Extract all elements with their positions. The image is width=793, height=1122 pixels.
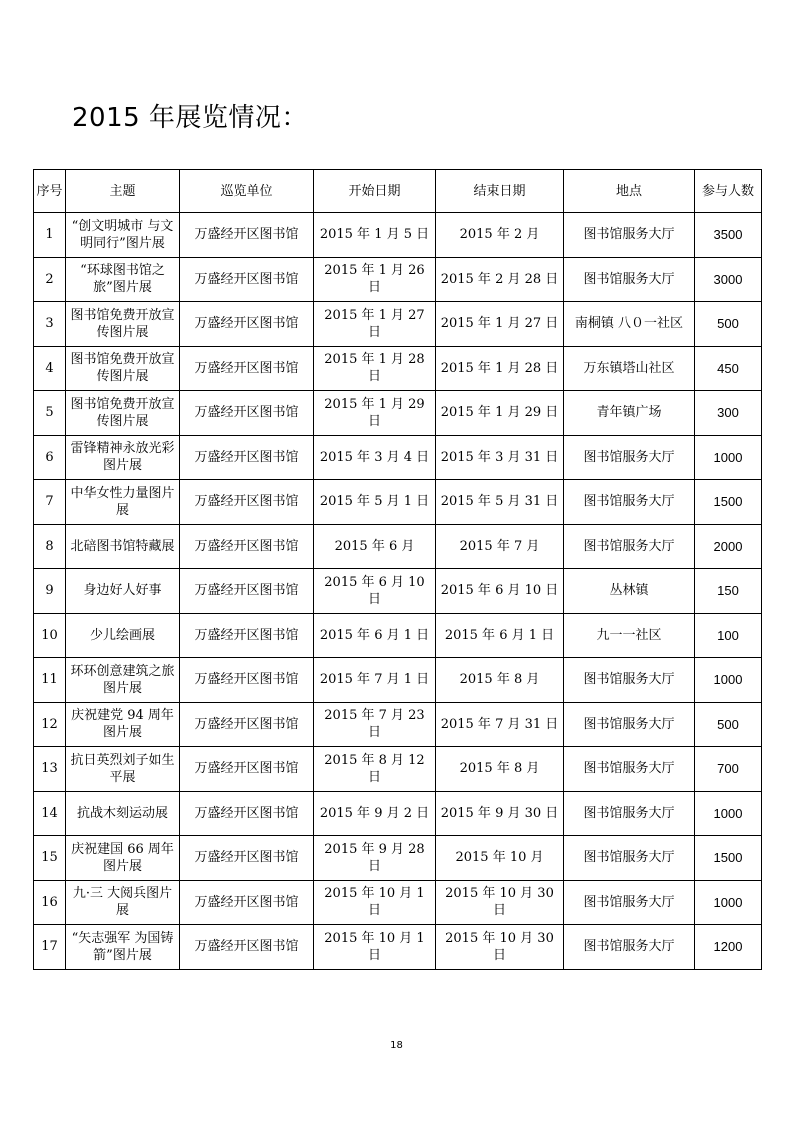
- table-row: [34, 213, 762, 258]
- cell-organizer: 万盛经开区图书馆: [180, 213, 314, 258]
- cell-end-date: 2015 年 8 月: [436, 747, 564, 792]
- table-row: [34, 836, 762, 881]
- cell-organizer: 万盛经开区图书馆: [180, 791, 314, 836]
- table-row: [34, 613, 762, 658]
- header-attendance: 参与人数: [695, 170, 762, 213]
- cell-start-date: 2015 年 6 月 10 日: [314, 569, 436, 614]
- table-row: [34, 658, 762, 703]
- cell-attendance: 2000: [695, 524, 762, 569]
- cell-index: 13: [34, 747, 66, 792]
- table-row: [34, 747, 762, 792]
- cell-attendance: 450: [695, 346, 762, 391]
- cell-index: 4: [34, 346, 66, 391]
- cell-organizer: 万盛经开区图书馆: [180, 569, 314, 614]
- cell-location: 图书馆服务大厅: [564, 658, 695, 703]
- cell-location: 九一一社区: [564, 613, 695, 658]
- cell-attendance: 150: [695, 569, 762, 614]
- cell-end-date: 2015 年 6 月 10 日: [436, 569, 564, 614]
- cell-end-date: 2015 年 1 月 27 日: [436, 302, 564, 347]
- cell-location: 图书馆服务大厅: [564, 836, 695, 881]
- table-row: [34, 346, 762, 391]
- cell-end-date: 2015 年 3 月 31 日: [436, 435, 564, 480]
- cell-location: 南桐镇 八０一社区: [564, 302, 695, 347]
- cell-attendance: 1000: [695, 435, 762, 480]
- cell-end-date: 2015 年 1 月 29 日: [436, 391, 564, 436]
- cell-theme: 图书馆免费开放宣传图片展: [66, 346, 180, 391]
- cell-index: 16: [34, 880, 66, 925]
- cell-end-date: 2015 年 6 月 1 日: [436, 613, 564, 658]
- cell-end-date: 2015 年 1 月 28 日: [436, 346, 564, 391]
- cell-location: 丛林镇: [564, 569, 695, 614]
- cell-end-date: 2015 年 7 月: [436, 524, 564, 569]
- cell-theme: 身边好人好事: [66, 569, 180, 614]
- cell-attendance: 3000: [695, 257, 762, 302]
- cell-theme: 图书馆免费开放宣传图片展: [66, 302, 180, 347]
- cell-location: 图书馆服务大厅: [564, 747, 695, 792]
- cell-theme: 庆祝建国 66 周年图片展: [66, 836, 180, 881]
- table-row: [34, 569, 762, 614]
- cell-theme: 雷锋精神永放光彩图片展: [66, 435, 180, 480]
- cell-attendance: 500: [695, 702, 762, 747]
- cell-organizer: 万盛经开区图书馆: [180, 435, 314, 480]
- cell-theme: 少儿绘画展: [66, 613, 180, 658]
- cell-start-date: 2015 年 3 月 4 日: [314, 435, 436, 480]
- cell-index: 11: [34, 658, 66, 703]
- cell-index: 15: [34, 836, 66, 881]
- cell-location: 图书馆服务大厅: [564, 257, 695, 302]
- header-index: 序号: [34, 170, 66, 213]
- cell-location: 图书馆服务大厅: [564, 213, 695, 258]
- cell-attendance: 1000: [695, 880, 762, 925]
- cell-index: 5: [34, 391, 66, 436]
- cell-organizer: 万盛经开区图书馆: [180, 658, 314, 703]
- cell-index: 3: [34, 302, 66, 347]
- cell-start-date: 2015 年 6 月: [314, 524, 436, 569]
- table-row: [34, 925, 762, 970]
- cell-attendance: 1200: [695, 925, 762, 970]
- cell-theme: 环环创意建筑之旅图片展: [66, 658, 180, 703]
- cell-start-date: 2015 年 1 月 26 日: [314, 257, 436, 302]
- cell-attendance: 300: [695, 391, 762, 436]
- cell-organizer: 万盛经开区图书馆: [180, 524, 314, 569]
- cell-theme: 庆祝建党 94 周年图片展: [66, 702, 180, 747]
- cell-end-date: 2015 年 10 月: [436, 836, 564, 881]
- cell-index: 1: [34, 213, 66, 258]
- cell-theme: 九·三 大阅兵图片展: [66, 880, 180, 925]
- cell-organizer: 万盛经开区图书馆: [180, 925, 314, 970]
- cell-organizer: 万盛经开区图书馆: [180, 880, 314, 925]
- cell-location: 图书馆服务大厅: [564, 480, 695, 525]
- table-row: [34, 302, 762, 347]
- cell-end-date: 2015 年 9 月 30 日: [436, 791, 564, 836]
- cell-attendance: 3500: [695, 213, 762, 258]
- cell-organizer: 万盛经开区图书馆: [180, 480, 314, 525]
- cell-organizer: 万盛经开区图书馆: [180, 613, 314, 658]
- cell-location: 图书馆服务大厅: [564, 702, 695, 747]
- cell-end-date: 2015 年 10 月 30 日: [436, 925, 564, 970]
- cell-end-date: 2015 年 2 月: [436, 213, 564, 258]
- cell-location: 万东镇塔山社区: [564, 346, 695, 391]
- table-header-row: [34, 170, 762, 213]
- cell-index: 17: [34, 925, 66, 970]
- cell-end-date: 2015 年 7 月 31 日: [436, 702, 564, 747]
- cell-organizer: 万盛经开区图书馆: [180, 391, 314, 436]
- cell-organizer: 万盛经开区图书馆: [180, 836, 314, 881]
- cell-end-date: 2015 年 5 月 31 日: [436, 480, 564, 525]
- cell-start-date: 2015 年 10 月 1 日: [314, 880, 436, 925]
- cell-attendance: 500: [695, 302, 762, 347]
- cell-location: 图书馆服务大厅: [564, 791, 695, 836]
- page-number: 18: [390, 1040, 403, 1051]
- cell-theme: 中华女性力量图片展: [66, 480, 180, 525]
- page-title: 2015 年展览情况：: [72, 103, 308, 133]
- cell-index: 14: [34, 791, 66, 836]
- cell-start-date: 2015 年 5 月 1 日: [314, 480, 436, 525]
- cell-attendance: 1000: [695, 791, 762, 836]
- cell-index: 2: [34, 257, 66, 302]
- header-theme: 主题: [66, 170, 180, 213]
- cell-start-date: 2015 年 9 月 2 日: [314, 791, 436, 836]
- cell-index: 10: [34, 613, 66, 658]
- table-row: [34, 435, 762, 480]
- table-row: [34, 480, 762, 525]
- cell-attendance: 700: [695, 747, 762, 792]
- cell-organizer: 万盛经开区图书馆: [180, 346, 314, 391]
- table-row: [34, 702, 762, 747]
- cell-theme: 抗战木刻运动展: [66, 791, 180, 836]
- cell-attendance: 1000: [695, 658, 762, 703]
- cell-location: 图书馆服务大厅: [564, 925, 695, 970]
- cell-end-date: 2015 年 8 月: [436, 658, 564, 703]
- cell-organizer: 万盛经开区图书馆: [180, 302, 314, 347]
- cell-start-date: 2015 年 7 月 1 日: [314, 658, 436, 703]
- cell-theme: 抗日英烈刘子如生平展: [66, 747, 180, 792]
- cell-theme: “矢志强军 为国铸箭”图片展: [66, 925, 180, 970]
- cell-start-date: 2015 年 1 月 29 日: [314, 391, 436, 436]
- cell-location: 青年镇广场: [564, 391, 695, 436]
- cell-attendance: 1500: [695, 480, 762, 525]
- cell-theme: “创文明城市 与文明同行”图片展: [66, 213, 180, 258]
- cell-attendance: 100: [695, 613, 762, 658]
- cell-start-date: 2015 年 7 月 23 日: [314, 702, 436, 747]
- cell-end-date: 2015 年 10 月 30 日: [436, 880, 564, 925]
- cell-index: 12: [34, 702, 66, 747]
- cell-theme: 北碚图书馆特藏展: [66, 524, 180, 569]
- cell-theme: 图书馆免费开放宣传图片展: [66, 391, 180, 436]
- cell-organizer: 万盛经开区图书馆: [180, 257, 314, 302]
- table-row: [34, 257, 762, 302]
- cell-index: 6: [34, 435, 66, 480]
- cell-location: 图书馆服务大厅: [564, 880, 695, 925]
- table-row: [34, 791, 762, 836]
- header-start-date: 开始日期: [314, 170, 436, 213]
- table-row: [34, 391, 762, 436]
- cell-start-date: 2015 年 6 月 1 日: [314, 613, 436, 658]
- cell-index: 9: [34, 569, 66, 614]
- cell-attendance: 1500: [695, 836, 762, 881]
- table-row: [34, 524, 762, 569]
- header-end-date: 结束日期: [436, 170, 564, 213]
- cell-start-date: 2015 年 1 月 5 日: [314, 213, 436, 258]
- exhibition-table: [33, 169, 762, 970]
- cell-start-date: 2015 年 1 月 27 日: [314, 302, 436, 347]
- header-location: 地点: [564, 170, 695, 213]
- cell-theme: “环球图书馆之旅”图片展: [66, 257, 180, 302]
- cell-index: 8: [34, 524, 66, 569]
- cell-organizer: 万盛经开区图书馆: [180, 702, 314, 747]
- cell-end-date: 2015 年 2 月 28 日: [436, 257, 564, 302]
- table-row: [34, 880, 762, 925]
- cell-location: 图书馆服务大厅: [564, 524, 695, 569]
- cell-start-date: 2015 年 1 月 28 日: [314, 346, 436, 391]
- cell-start-date: 2015 年 10 月 1 日: [314, 925, 436, 970]
- cell-location: 图书馆服务大厅: [564, 435, 695, 480]
- cell-start-date: 2015 年 8 月 12 日: [314, 747, 436, 792]
- cell-start-date: 2015 年 9 月 28 日: [314, 836, 436, 881]
- cell-organizer: 万盛经开区图书馆: [180, 747, 314, 792]
- header-organizer: 巡览单位: [180, 170, 314, 213]
- cell-index: 7: [34, 480, 66, 525]
